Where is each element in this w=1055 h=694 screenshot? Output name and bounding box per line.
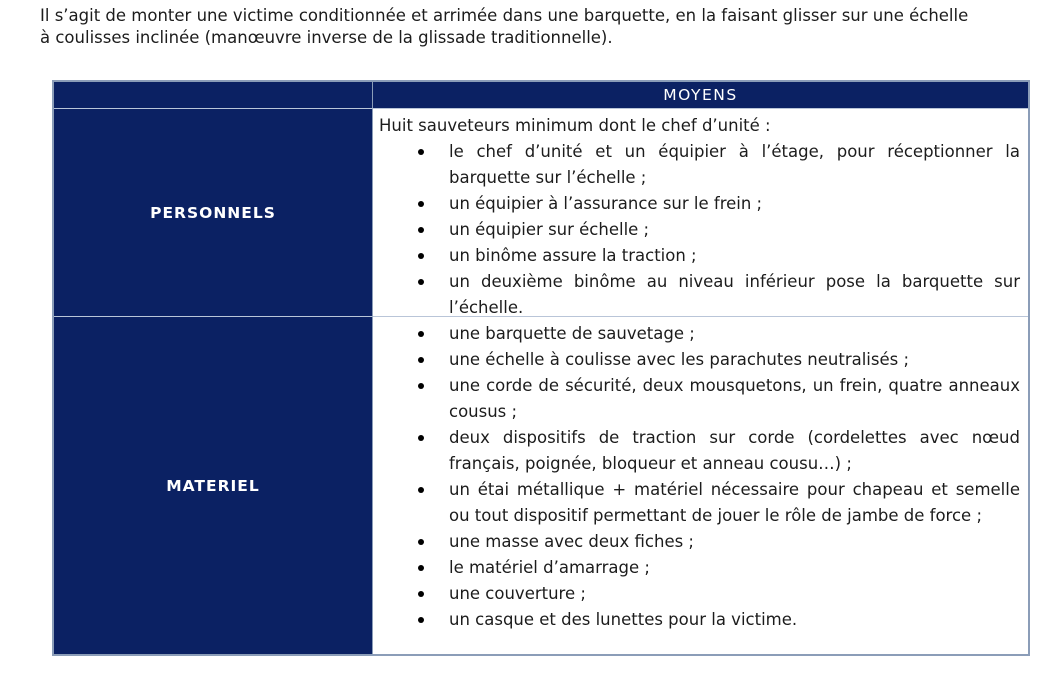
list-item: une barquette de sauvetage ; xyxy=(379,321,1020,347)
materiel-label: MATERIEL xyxy=(166,476,260,495)
list-item: un deuxième binôme au niveau inférieur pose la barquette sur l’échelle. xyxy=(379,269,1020,317)
intro-paragraph: Il s’agit de monter une victime conditionnée et arrimée dans une barquette, en la faisant glisser sur une échelle à coulisses inclinée (manœuvre inverse de la glissade traditionnelle). xyxy=(40,6,969,47)
materiel-content-cell xyxy=(373,317,1028,654)
personnels-label: PERSONNELS xyxy=(150,203,276,222)
personnels-intro: Huit sauveteurs minimum dont le chef d’unité : xyxy=(379,116,771,135)
list-item: deux dispositifs de traction sur corde (cordelettes avec nœud français, poignée, bloqueur et anneau cousu…) ; xyxy=(379,425,1020,477)
list-item: une échelle à coulisse avec les parachutes neutralisés ; xyxy=(379,347,1020,373)
list-item: le matériel d’amarrage ; xyxy=(379,555,1020,581)
list-item: un équipier sur échelle ; xyxy=(379,217,1020,243)
materiel-label-cell xyxy=(54,317,373,654)
personnels-list xyxy=(379,139,1020,317)
header-empty-cell xyxy=(54,82,373,109)
list-item: un équipier à l’assurance sur le frein ; xyxy=(379,191,1020,217)
list-item: une masse avec deux fiches ; xyxy=(379,529,1020,555)
moyens-header-label: MOYENS xyxy=(663,86,738,104)
list-item: une corde de sécurité, deux mousquetons, un frein, quatre anneaux cousus ; xyxy=(379,373,1020,425)
header-moyens-cell xyxy=(373,82,1028,109)
personnels-content-cell xyxy=(373,109,1028,317)
list-item: une couverture ; xyxy=(379,581,1020,607)
moyens-table xyxy=(52,80,1030,656)
list-item: un casque et des lunettes pour la victime. xyxy=(379,607,1020,633)
list-item: le chef d’unité et un équipier à l’étage, pour réceptionner la barquette sur l’échelle ; xyxy=(379,139,1020,191)
materiel-list xyxy=(379,321,1020,633)
personnels-label-cell xyxy=(54,109,373,317)
list-item: un binôme assure la traction ; xyxy=(379,243,1020,269)
list-item: un étai métallique + matériel nécessaire pour chapeau et semelle ou tout dispositif permettant de jouer le rôle de jambe de force ; xyxy=(379,477,1020,529)
